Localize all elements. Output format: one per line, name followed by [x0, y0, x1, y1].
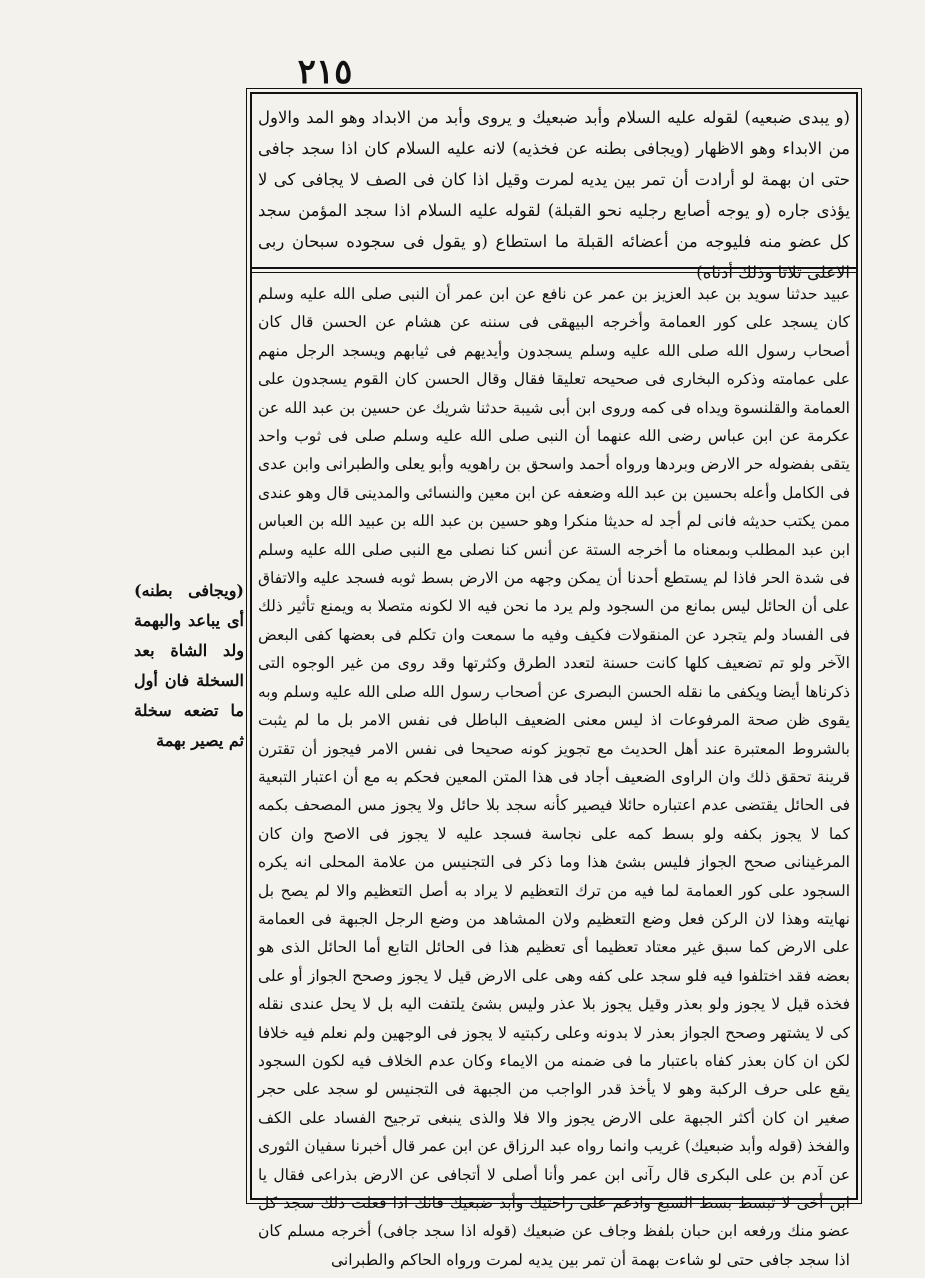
- divider-rule-thin: [252, 272, 856, 273]
- matn-text: (و يبدى ضبعيه) لقوله عليه السلام وأبد ضبعيك و يروى وأبد من الابداد وهو المد والاول من الابداء وهو الاظهار (ويجافى بطنه عن فخذيه) لانه عليه السلام كان اذا سجد جافى حتى ان بهمة لو أرادت أن تمر بين يديه لمرت وقيل اذا كان فى الصف لا يجافى كى لا يؤذى جاره (و يوجه أصابع رجليه نحو القبلة) لقوله عليه السلام اذا سجد المؤمن سجد كل عضو منه فليوجه من أعضائه القبلة ما استطاع (و يقول فى سجوده سبحان ربى الاعلى ثلاثا وذلك أدناه): [258, 108, 850, 282]
- margin-note: (ويجافى بطنه) أى يباعد والبهمة ولد الشاة بعد السخلة فان أول ما تضعه سخلة ثم يصير بهمة: [134, 581, 244, 750]
- page-number: ٢١٥: [297, 52, 353, 92]
- text-frame: [250, 92, 858, 1269]
- divider-rule: [252, 267, 856, 269]
- sharh-text: عبيد حدثنا سويد بن عبد العزيز بن عمر عن نافع عن ابن عمر أن النبى صلى الله عليه وسلم كان يسجد على كور العمامة وأخرجه البيهقى فى سننه عن هشام عن الحسن قال كان أصحاب رسول الله صلى الله عليه وسلم يسجدون وأيديهم فى ثيابهم ويسجد الرجل منهم على عمامته وذكره البخارى فى صحيحه تعليقا فقال وقال الحسن كان القوم يسجدون على العمامة والقلنسوة ويداه فى كمه وروى ابن أبى شيبة حدثنا شريك عن حسين بن عبد الله عن عكرمة عن ابن عباس رضى الله عنهما أن النبى صلى الله عليه وسلم صلى فى ثوب واحد يتقى بفضوله حر الارض وبردها ورواه أحمد واسحق بن راهويه وأبو يعلى والطبرانى وابن عدى فى الكامل وأعله بحسين بن عبد الله وضعفه عن ابن معين والنسائى والمدينى قال وهو عندى ممن يكتب حديثه فانى لم أجد له حديثا منكرا وهو حسين بن عبد الله بن عبيد الله بن العباس ابن عبد المطلب وبمعناه ما أخرجه الستة عن أنس كنا نصلى مع النبى صلى الله عليه وسلم فى شدة الحر فاذا لم يستطع أحدنا أن يمكن وجهه من الارض بسط ثوبه فسجد عليه والاتفاق على أن الحائل ليس بمانع من السجود ولم يرد ما نحن فيه الا لكونه متصلا به ويمنع تأثير ذلك فى الفساد ولم يتجرد عن المنقولات فكيف وفيه ما سمعت وان تكلم فى بعضها كفى البعض الآخر ولو تم تضعيف كلها كانت حسنة لتعدد الطرق وكثرتها وقد روى من غير الوجوه التى ذكرناها أيضا ويكفى ما نقله الحسن البصرى عن أصحاب رسول الله صلى الله عليه وسلم وبه يقوى ظن صحة المرفوعات اذ ليس معنى الضعيف الباطل فى نفس الامر بل ما لم يثبت بالشروط المعتبرة عند أهل الحديث مع تجويز كونه صحيحا فى نفس الامر فيجوز أن تقترن قرينة تحقق ذلك وان الراوى الضعيف أجاد فى هذا المتن المعين فحكم به مع أن اعتبار التبعية فى الحائل يقتضى عدم اعتباره حائلا فيصير كأنه سجد بلا حائل ولا يجوز مس المصحف بكمه كما لا يجوز بكفه ولو بسط كمه على نجاسة فسجد عليه لا يجوز فى الاصح وان كان المرغينانى صحح الجواز فليس بشئ هذا وما ذكر فى التجنيس من علامة المحلى انه يكره السجود على كور العمامة لما فيه من ترك التعظيم لا يراد به أصل التعظيم والا لم يصح بل نهايته وهذا لان الركن فعل وضع التعظيم ولان المشاهد من وضع الرجل الجبهة فى العمامة على الارض كما سبق غير معتاد تعظيما أى تعظيم هذا فى الحائل التابع أما الحائل الذى هو بعضه فقد اختلفوا فيه فلو سجد على كفه وهى على الارض قيل لا يجوز وصحح الجواز أو على فخذه قيل لا يجوز ولو بعذر وقيل يجوز بلا عذر وليس بشئ يلتفت اليه بل لا يحل عندى نقله كى لا يشتهر وصحح الجواز بعذر لا بدونه وعلى ركبتيه لا يجوز فى الوجهين ولم نعلم فيه خلافا لكن ان كان بعذر كفاه باعتبار ما فى ضمنه من الايماء وكان عدم الخلاف فيه لكون السجود يقع على حرف الركبة وهو لا يأخذ قدر الواجب من الجبهة فى التجنيس لو سجد على حجر صغير ان كان أكثر الجبهة على الارض يجوز والا فلا والذى ينبغى ترجيح الفساد على الكف والفخذ (قوله وأبد ضبعيك) غريب وانما رواه عبد الرزاق عن ابن عمر قال أخبرنا سفيان الثورى عن آدم بن على البكرى قال رآنى ابن عمر وأنا أصلى لا أتجافى عن الارض بذراعى فقال يا ابن أخى لا تبسط بسط السبع وادعم على راحتيك وأبد ضبعيك فانك اذا فعلت ذلك سجد كل عضو منك ورفعه ابن حبان بلفظ وجاف عن ضبعيك (قوله اذا سجد جافى) أخرجه مسلم كان اذا سجد جافى حتى لو شاءت بهمة أن تمر بين يديه لمرت ورواه الحاكم والطبرانى: [258, 285, 850, 1269]
